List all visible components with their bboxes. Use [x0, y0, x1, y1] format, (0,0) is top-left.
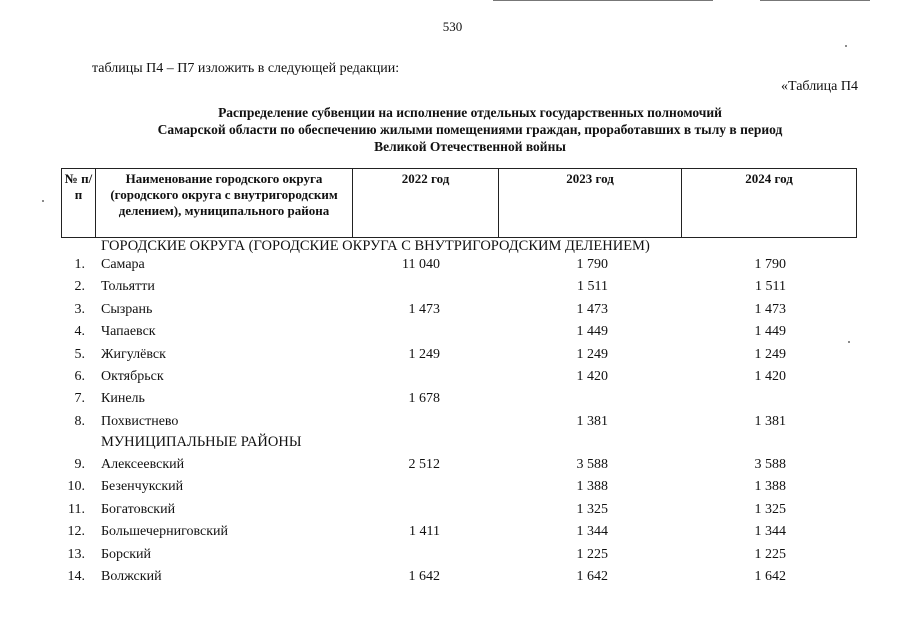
table-reference: «Таблица П4: [781, 79, 858, 94]
value-2022: 1 411: [409, 524, 440, 540]
value-2023: 1 249: [576, 346, 608, 362]
value-2024: 3 588: [754, 457, 786, 472]
header-name: Наименование городского округа (городского округа с внутригородским делением), муниципального района: [96, 169, 353, 237]
table-title: [60, 104, 880, 155]
row-number: 6.: [74, 369, 85, 384]
row-name: Безенчукский: [101, 479, 184, 495]
value-2023: 1 511: [577, 279, 608, 295]
value-2022: 1 642: [408, 569, 440, 584]
value-2023: 1 790: [576, 257, 608, 272]
scan-artifact-line: [493, 0, 713, 1]
header-num: № п/п: [62, 169, 96, 237]
table-row: [0, 324, 905, 346]
row-name: Октябрьск: [101, 369, 164, 384]
row-number: 7.: [74, 391, 85, 407]
value-2023: 1 388: [576, 479, 608, 495]
value-2023: 1 420: [576, 369, 608, 384]
row-number: 10.: [67, 479, 85, 495]
row-name: Тольятти: [101, 279, 155, 295]
table-row: [0, 547, 905, 569]
value-2022: 1 678: [408, 391, 440, 407]
table-row: [0, 524, 905, 546]
value-2024: 1 473: [754, 301, 786, 317]
row-name: Борский: [101, 546, 152, 562]
row-name: Чапаевск: [101, 324, 156, 340]
row-number: 8.: [74, 413, 85, 429]
value-2023: 1 381: [576, 413, 608, 429]
value-2024: 1 381: [754, 413, 786, 429]
value-2023: 1 642: [576, 569, 608, 584]
scan-speck: [845, 45, 847, 47]
row-name: Кинель: [101, 391, 145, 407]
table-row: [0, 569, 905, 591]
row-number: 12.: [67, 524, 85, 540]
row-name: Сызрань: [101, 301, 153, 317]
value-2023: 1 344: [576, 524, 608, 540]
value-2024: 1 511: [755, 279, 786, 295]
table-row: [0, 257, 905, 279]
intro-text: таблицы П4 – П7 изложить в следующей редакции:: [92, 61, 400, 76]
value-2022: 11 040: [402, 257, 440, 272]
value-2024: 1 642: [754, 569, 786, 584]
value-2024: 1 325: [754, 501, 786, 517]
row-name: Самара: [101, 257, 145, 272]
row-number: 11.: [68, 501, 85, 517]
table-row: [0, 279, 905, 301]
table-row: [0, 457, 905, 479]
table-row: [0, 369, 905, 391]
row-name: Волжский: [101, 569, 162, 584]
value-2023: 1 325: [576, 501, 608, 517]
row-name: Жигулёвск: [101, 346, 166, 362]
value-2024: 1 449: [754, 324, 786, 340]
table-row: [0, 391, 905, 413]
table-row: [0, 302, 905, 324]
header-2024: 2024 год: [745, 171, 793, 186]
value-2024: 1 225: [754, 546, 786, 562]
value-2022: 1 249: [408, 346, 440, 362]
header-2022: 2022 год: [353, 169, 499, 237]
value-2023: 3 588: [576, 457, 608, 472]
row-name: Похвистнево: [101, 413, 179, 429]
row-number: 5.: [74, 346, 85, 362]
value-2023: 1 449: [576, 324, 608, 340]
section-title: МУНИЦИПАЛЬНЫЕ РАЙОНЫ: [101, 434, 302, 450]
row-number: 4.: [74, 324, 85, 340]
row-name: Большечерниговский: [101, 524, 229, 540]
value-2024: 1 388: [754, 479, 786, 495]
table-row: [0, 479, 905, 501]
row-number: 1.: [74, 257, 85, 272]
row-number: 9.: [74, 457, 85, 472]
row-name: Богатовский: [101, 501, 176, 517]
title-line: Распределение субвенции на исполнение отдельных государственных полномочий: [218, 105, 722, 120]
value-2024: 1 790: [754, 257, 786, 272]
value-2023: 1 225: [576, 546, 608, 562]
table-header: [61, 168, 857, 238]
page-number: 530: [442, 19, 463, 34]
value-2024: 1 249: [754, 346, 786, 362]
value-2024: 1 420: [754, 369, 786, 384]
value-2022: 1 473: [408, 301, 440, 317]
table-row: [0, 347, 905, 369]
table-row: [0, 502, 905, 524]
value-2022: 2 512: [408, 457, 440, 472]
table-row: [0, 414, 905, 436]
title-line: Великой Отечественной войны: [374, 139, 566, 154]
title-line: Самарской области по обеспечению жилыми помещениями граждан, проработавших в тылу в период: [157, 122, 783, 137]
row-number: 3.: [74, 301, 85, 317]
value-2023: 1 473: [576, 301, 608, 317]
row-number: 13.: [67, 546, 85, 562]
row-number: 2.: [74, 279, 85, 295]
value-2024: 1 344: [754, 524, 786, 540]
scan-artifact-line: [760, 0, 870, 1]
row-name: Алексеевский: [101, 457, 185, 472]
row-number: 14.: [67, 569, 85, 584]
header-2023: 2023 год: [499, 169, 682, 237]
scan-speck: [42, 200, 44, 202]
section-title: ГОРОДСКИЕ ОКРУГА (ГОРОДСКИЕ ОКРУГА С ВНУТРИГОРОДСКИМ ДЕЛЕНИЕМ): [101, 238, 650, 254]
